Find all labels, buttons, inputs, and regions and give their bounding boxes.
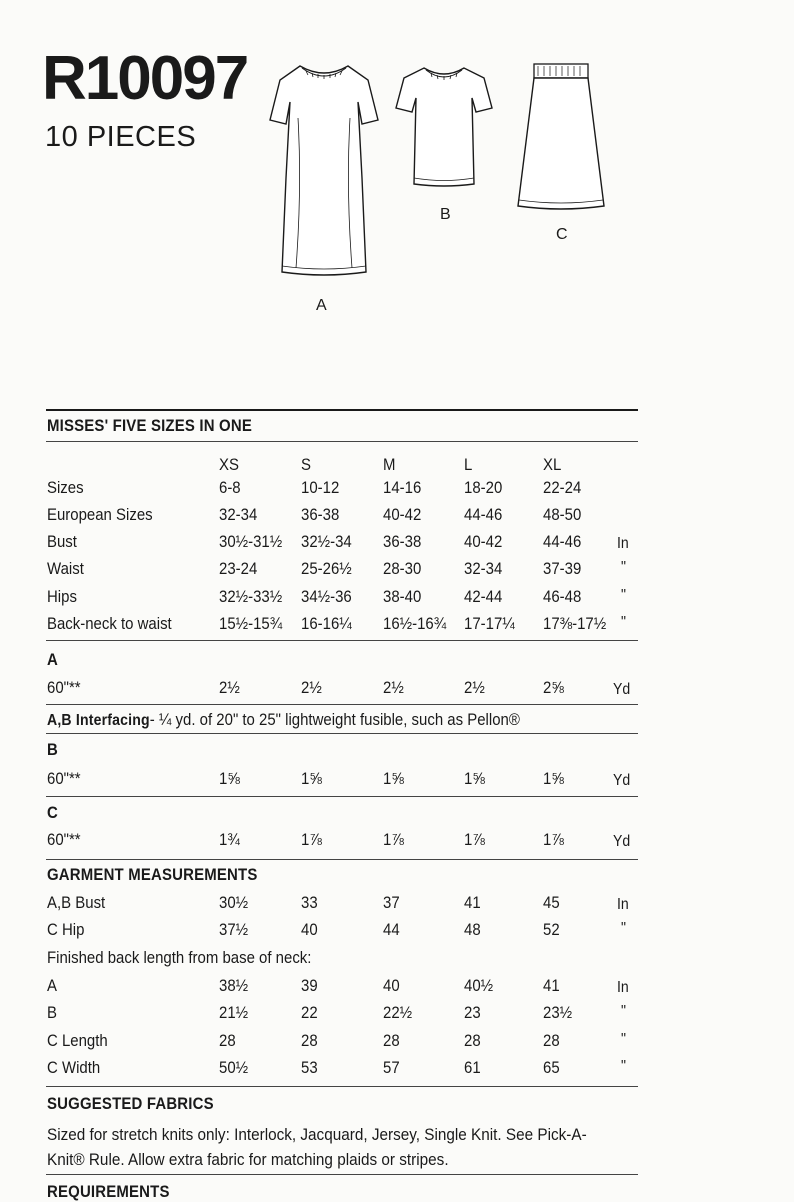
row-label: B [47,1003,57,1022]
table-cell: 53 [301,1058,318,1077]
fabrics-line: Sized for stretch knits only: Interlock, Jacquard, Jersey, Single Knit. See Pick-A- [47,1125,587,1144]
table-cell: 10-12 [301,478,340,497]
divider [46,733,638,734]
divider [46,859,638,860]
table-cell: 14-16 [383,478,422,497]
table-cell: 37½ [219,920,249,939]
interfacing-note [47,710,520,730]
unit-label: In [617,979,629,996]
table-cell: 1⅝ [219,769,240,788]
finished-length-label: Finished back length from base of neck: [47,948,312,967]
divider [46,704,638,705]
table-cell: 37 [383,893,400,912]
table-cell: 17⅜-17½ [543,614,607,633]
table-cell: 15½-15¾ [219,614,283,633]
table-cell: 32½-34 [301,532,352,551]
unit-label: " [621,1031,627,1048]
pieces-count: 10 PIECES [45,121,197,153]
table-cell: 28 [383,1031,400,1050]
view-a-label: A [316,297,327,314]
view-c-label: C [556,226,568,243]
table-cell: 44-46 [464,505,503,524]
fabrics-text [47,1122,587,1172]
table-cell: 1⅝ [301,769,322,788]
size-code-xl: XL [543,455,562,474]
table-cell: 2½ [464,678,485,697]
table-cell: 61 [464,1058,481,1077]
row-label: A,B Bust [47,893,106,912]
row-label: Waist [47,559,84,578]
table-cell: 18-20 [464,478,503,497]
table-cell: 44-46 [543,532,582,551]
row-label: European Sizes [47,505,153,524]
table-cell: 1⅞ [464,830,485,849]
table-cell: 40½ [464,976,494,995]
unit-label: Yd [613,772,631,789]
table-cell: 30½ [219,893,249,912]
view-b-label: B [440,206,451,223]
divider [46,409,638,411]
table-cell: 2⅝ [543,678,564,697]
table-cell: 28 [301,1031,318,1050]
row-label: C Length [47,1031,108,1050]
table-cell: 39 [301,976,318,995]
table-cell: 46-48 [543,587,582,606]
table-cell: 40-42 [464,532,503,551]
table-cell: 25-26½ [301,559,352,578]
unit-label: " [621,614,627,631]
table-cell: 34½-36 [301,587,352,606]
table-cell: 28 [543,1031,560,1050]
table-cell: 36-38 [301,505,340,524]
unit-label: Yd [613,681,631,698]
table-cell: 21½ [219,1003,249,1022]
table-cell: 32-34 [464,559,503,578]
table-cell: 23½ [543,1003,573,1022]
requirements-heading: REQUIREMENTS [47,1182,170,1201]
size-code-xs: XS [219,455,239,474]
pattern-number: R10097 [42,44,248,113]
table-cell: 38½ [219,976,249,995]
table-cell: 37-39 [543,559,582,578]
fabric-width-label: 60"** [47,678,81,697]
table-cell: 41 [464,893,481,912]
fabrics-line: Knit® Rule. Allow extra fabric for matching plaids or stripes. [47,1150,449,1169]
divider [46,796,638,797]
table-cell: 48 [464,920,481,939]
table-cell: 16-16¼ [301,614,352,633]
table-cell: 1¾ [219,830,240,849]
row-label: C Hip [47,920,85,939]
table-cell: 42-44 [464,587,503,606]
interfacing-label: A,B Interfacing [47,712,150,729]
table-cell: 1⅝ [383,769,404,788]
table-cell: 52 [543,920,560,939]
table-cell: 41 [543,976,560,995]
interfacing-text: - ¼ yd. of 20" to 25" lightweight fusible, such as Pellon® [149,710,520,729]
table-cell: 1⅞ [383,830,404,849]
size-code-s: S [301,455,311,474]
fabric-width-label: 60"** [47,769,81,788]
table-cell: 30½-31½ [219,532,283,551]
table-cell: 45 [543,893,560,912]
table-cell: 1⅝ [543,769,564,788]
table-cell: 22-24 [543,478,582,497]
table-cell: 33 [301,893,318,912]
table-cell: 1⅝ [464,769,485,788]
unit-label: In [617,896,629,913]
unit-label: " [621,920,627,937]
fabric-width-label: 60"** [47,830,81,849]
table-cell: 23-24 [219,559,258,578]
unit-label: " [621,559,627,576]
unit-label: " [621,1003,627,1020]
table-cell: 44 [383,920,400,939]
table-cell: 28-30 [383,559,422,578]
unit-label: " [621,587,627,604]
size-code-l: L [464,455,473,474]
row-label: Hips [47,587,77,606]
table-cell: 40-42 [383,505,422,524]
divider [46,640,638,641]
divider [46,1174,638,1175]
table-cell: 40 [383,976,400,995]
table-cell: 22½ [383,1003,413,1022]
table-cell: 57 [383,1058,400,1077]
table-cell: 48-50 [543,505,582,524]
table-cell: 36-38 [383,532,422,551]
table-cell: 65 [543,1058,560,1077]
size-chart-heading: MISSES' FIVE SIZES IN ONE [47,416,252,435]
view-heading: C [47,803,58,822]
size-code-m: M [383,455,396,474]
table-cell: 28 [464,1031,481,1050]
table-cell: 2½ [219,678,240,697]
row-label: C Width [47,1058,101,1077]
divider [46,1086,638,1087]
table-cell: 23 [464,1003,481,1022]
table-cell: 2½ [383,678,404,697]
row-label: Back-neck to waist [47,614,172,633]
row-label: A [47,976,57,995]
divider [46,441,638,442]
table-cell: 17-17¼ [464,614,515,633]
view-a-dress-illustration [268,58,380,280]
view-c-skirt-illustration [514,62,608,214]
table-cell: 38-40 [383,587,422,606]
table-cell: 22 [301,1003,318,1022]
table-cell: 28 [219,1031,236,1050]
unit-label: In [617,535,629,552]
table-cell: 50½ [219,1058,249,1077]
table-cell: 1⅞ [301,830,322,849]
fabrics-heading: SUGGESTED FABRICS [47,1094,214,1113]
row-label: Bust [47,532,77,551]
row-label: Sizes [47,478,84,497]
view-heading: A [47,650,58,669]
table-cell: 6-8 [219,478,241,497]
table-cell: 16½-16¾ [383,614,447,633]
unit-label: " [621,1058,627,1075]
view-b-top-illustration [394,64,494,190]
garment-heading: GARMENT MEASUREMENTS [47,865,258,884]
table-cell: 1⅞ [543,830,564,849]
table-cell: 2½ [301,678,322,697]
table-cell: 32½-33½ [219,587,283,606]
view-heading: B [47,740,58,759]
table-cell: 32-34 [219,505,258,524]
unit-label: Yd [613,833,631,850]
table-cell: 40 [301,920,318,939]
